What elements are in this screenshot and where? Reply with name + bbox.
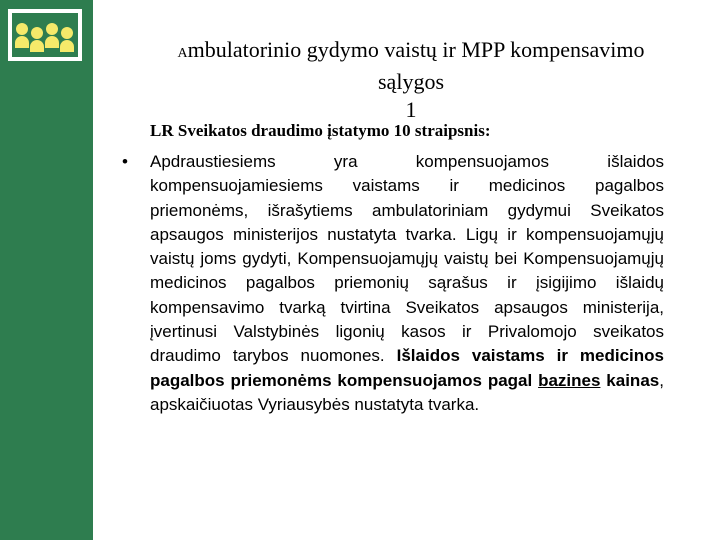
paragraph-text-2: , apskaičiuotas Vyriausybės nustatyta tvarka. (150, 370, 664, 414)
sidebar-band (0, 0, 93, 540)
paragraph-bold-2: kainas (606, 370, 660, 390)
bullet-marker: • (122, 152, 128, 171)
paragraph-bold-1: Išlaidos vaistams ir medicinos pagalbos priemonėms kompensuojamos pagal (150, 346, 664, 390)
body-paragraph (150, 150, 664, 417)
title-line-2: sąlygos (378, 69, 444, 94)
title-line-3: 1 (405, 97, 417, 122)
paragraph-bold-underlined: bazines (538, 370, 601, 390)
slide-title (112, 36, 710, 124)
people-group-icon (8, 9, 82, 61)
title-line-1: mbulatorinio gydymo vaistų ir MPP kompensavimo (187, 37, 645, 62)
subheading: LR Sveikatos draudimo įstatymo 10 straipsnis: (150, 121, 491, 140)
paragraph-text-1: Apdraustiesiems yra kompensuojamos išlaidos kompensuojamiesiems vaistams ir medicinos pagalbos priemonėms, išrašytiems ambulatoriniam gydymui Sveikatos apsaugos ministerijos nustatyta tvarka. Ligų ir kompensuojamųjų vaistų joms gydyti, Kompensuojamųjų vaistų bei Kompensuojamųjų medicinos pagalbos priemonių sąrašus ir įsigijimo išlaidų kompensavimo tvarką tvirtina Sveikatos apsaugos ministerija, įvertinusi Valstybinės ligonių kasos ir Privalomojo sveikatos draudimo tarybos nuomones. (150, 152, 664, 366)
title-first-letter: A (177, 46, 188, 61)
